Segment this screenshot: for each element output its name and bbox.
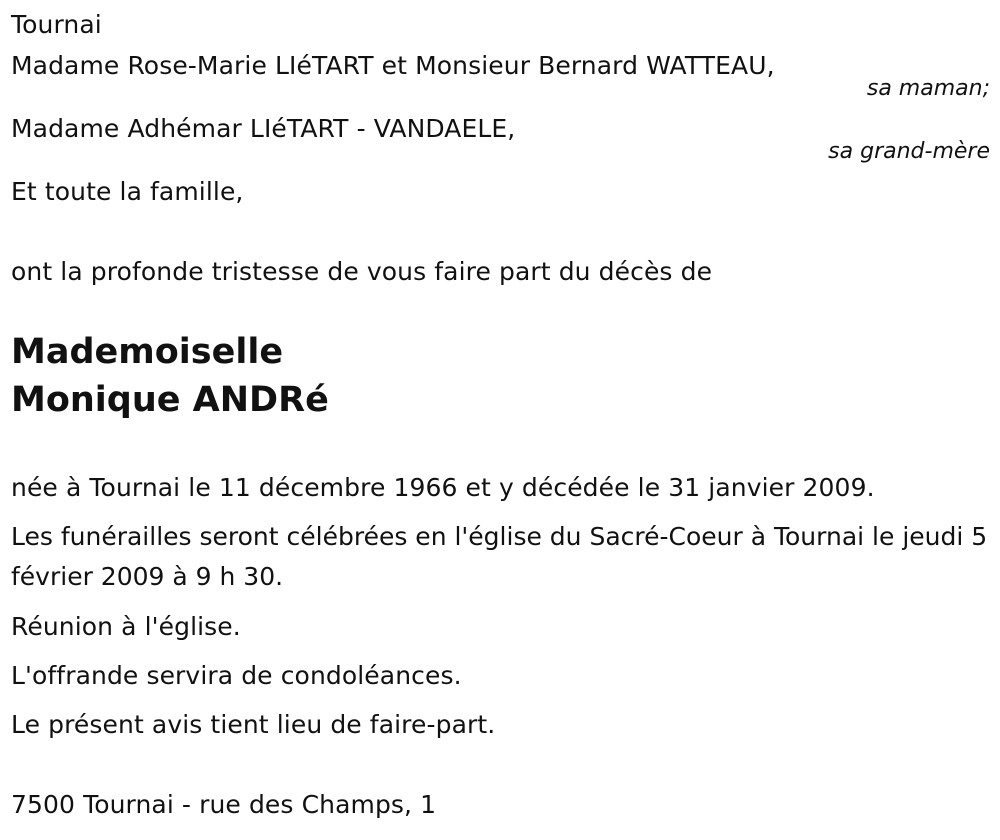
announcement-text: ont la profonde tristesse de vous faire part du décès de	[11, 257, 713, 286]
family-member-relation: sa grand-mère	[828, 139, 990, 164]
address-text: 7500 Tournai - rue des Champs, 1	[11, 790, 437, 819]
offering-text: L'offrande servira de condoléances.	[11, 661, 462, 690]
family-member-relation: sa maman;	[866, 76, 990, 101]
funeral-text: Les funérailles seront célébrées en l'église du Sacré-Coeur à Tournai le jeudi 5 février 2009 à 9 h 30.	[11, 522, 988, 591]
family-closing: Et toute la famille,	[11, 177, 244, 206]
deceased-title: Mademoiselle	[11, 332, 284, 372]
family-member-name: Madame Adhémar LIéTART - VANDAELE,	[11, 114, 516, 143]
notice-statement: Le présent avis tient lieu de faire-part.	[11, 710, 496, 739]
notice-city: Tournai	[11, 10, 102, 39]
birth-death-text: née à Tournai le 11 décembre 1966 et y décédée le 31 janvier 2009.	[11, 473, 875, 502]
family-member-name: Madame Rose-Marie LIéTART et Monsieur Bernard WATTEAU,	[11, 51, 775, 80]
meeting-text: Réunion à l'église.	[11, 612, 241, 641]
deceased-name: Monique ANDRé	[11, 380, 329, 420]
